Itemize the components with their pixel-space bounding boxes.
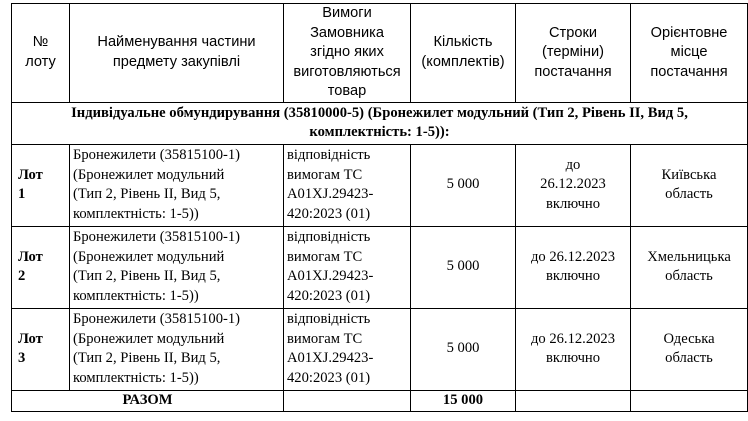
table-row [12,308,748,390]
lot-number: Лот 1 [12,144,70,226]
total-empty-cell [284,390,411,411]
procurement-table [11,3,748,412]
lot-place: Київська область [631,144,748,226]
lot-name: Бронежилети (35815100-1) (Бронежилет модульний (Тип 2, Рівень ІІ, Вид 5, комплектність: 1-5)) [70,308,284,390]
lot-requirements: відповідність вимогам ТС А01XJ.29423- 420:2023 (01) [284,308,411,390]
lot-place: Хмельницька область [631,226,748,308]
lot-terms: до 26.12.2023 включно [516,144,631,226]
lot-place: Одеська область [631,308,748,390]
total-label: РАЗОМ [12,390,284,411]
header-requirements: Вимоги Замовника згідно яких виготовляються товар [284,4,411,103]
section-title: Індивідуальне обмундирування (35810000-5) (Бронежилет модульний (Тип 2, Рівень ІІ, Вид 5, комплектність: 1-5)): [12,102,748,144]
header-place: Орієнтовне місце постачання [631,4,748,103]
lot-quantity: 5 000 [411,144,516,226]
table-row [12,226,748,308]
lot-quantity: 5 000 [411,308,516,390]
lot-number: Лот 2 [12,226,70,308]
header-quantity: Кількість (комплектів) [411,4,516,103]
total-quantity: 15 000 [411,390,516,411]
lot-name: Бронежилети (35815100-1) (Бронежилет модульний (Тип 2, Рівень ІІ, Вид 5, комплектність: 1-5)) [70,226,284,308]
lot-requirements: відповідність вимогам ТС А01XJ.29423- 420:2023 (01) [284,144,411,226]
lot-requirements: відповідність вимогам ТС А01XJ.29423- 420:2023 (01) [284,226,411,308]
total-empty-cell [631,390,748,411]
header-terms: Строки (терміни) постачання [516,4,631,103]
header-lot: № лоту [12,4,70,103]
lot-terms: до 26.12.2023 включно [516,226,631,308]
total-empty-cell [516,390,631,411]
header-name: Найменування частини предмету закупівлі [70,4,284,103]
table-row [12,144,748,226]
lot-terms: до 26.12.2023 включно [516,308,631,390]
total-row [12,390,748,411]
section-row [12,102,748,144]
lot-name: Бронежилети (35815100-1) (Бронежилет модульний (Тип 2, Рівень ІІ, Вид 5, комплектність: 1-5)) [70,144,284,226]
header-row [12,4,748,103]
lot-number: Лот 3 [12,308,70,390]
lot-quantity: 5 000 [411,226,516,308]
